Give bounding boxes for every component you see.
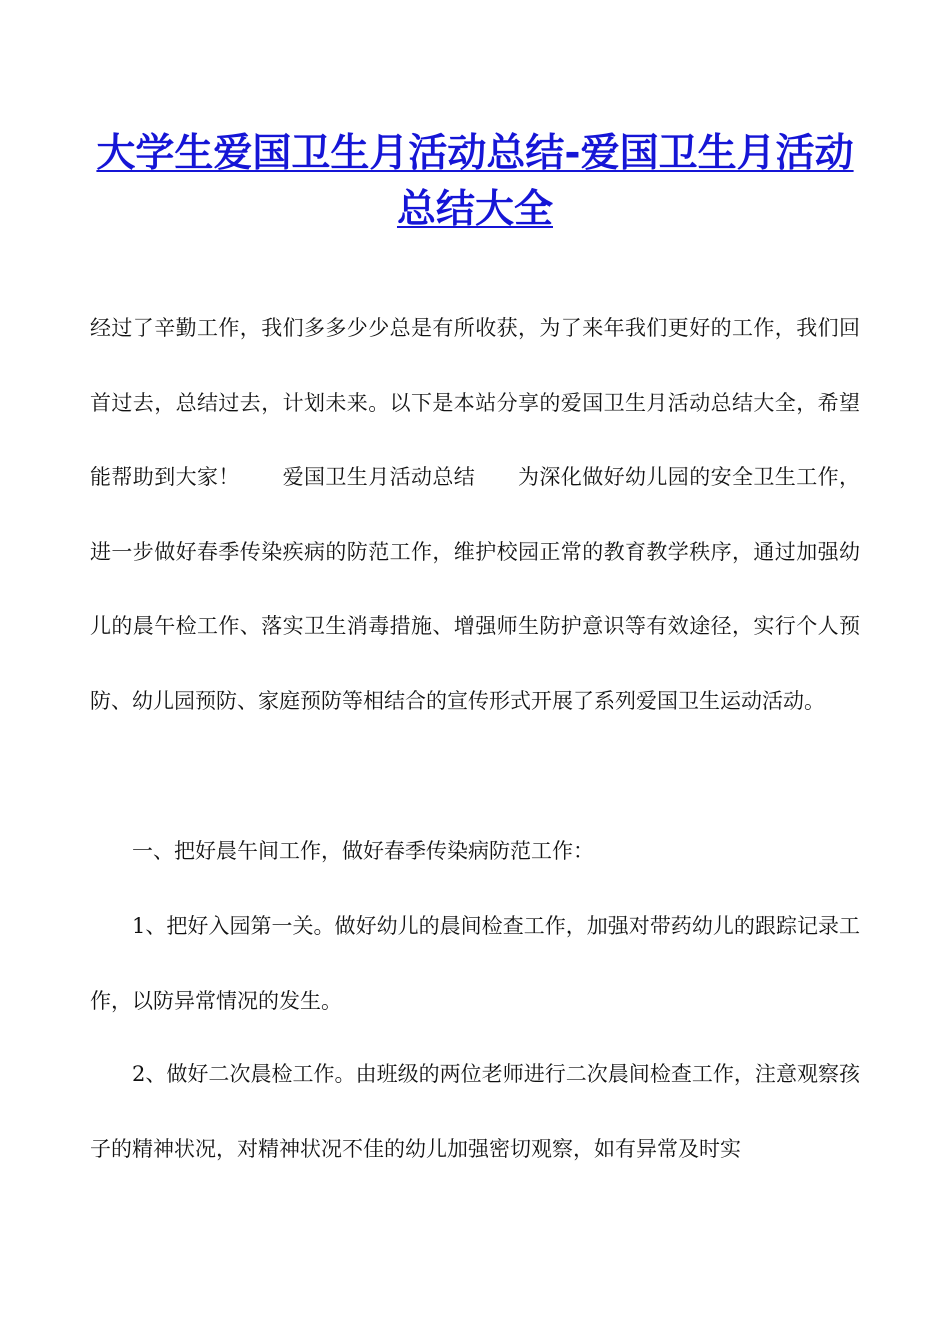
- list-item-two: 2、做好二次晨检工作。由班级的两位老师进行二次晨间检查工作，注意观察孩子的精神状况，对精神状况不佳的幼儿加强密切观察，如有异常及时实: [90, 1062, 860, 1161]
- intro-paragraph: 经过了辛勤工作，我们多多少少总是有所收获，为了来年我们更好的工作，我们回首过去，总结过去，计划未来。以下是本站分享的爱国卫生月活动总结大全，希望能帮助到大家！ 爱国卫生月活动总结 为深化做好幼儿园的安全卫生工作，进一步做好春季传染疾病的防范工作，维护校园正常的教育教学秩序，通过加强幼儿的晨午检工作、落实卫生消毒措施、增强师生防护意识等有效途径，实行个人预防、幼儿园预防、家庭预防等相结合的宣传形式开展了系列爱国卫生运动活动。: [90, 316, 860, 713]
- section-heading-one: 一、把好晨午间工作，做好春季传染病防范工作：: [132, 839, 594, 863]
- document-title-link[interactable]: 大学生爱国卫生月活动总结-爱国卫生月活动总结大全: [96, 131, 854, 232]
- list-item-one: 1、把好入园第一关。做好幼儿的晨间检查工作，加强对带药幼儿的跟踪记录工作，以防异常情况的发生。: [90, 914, 860, 1013]
